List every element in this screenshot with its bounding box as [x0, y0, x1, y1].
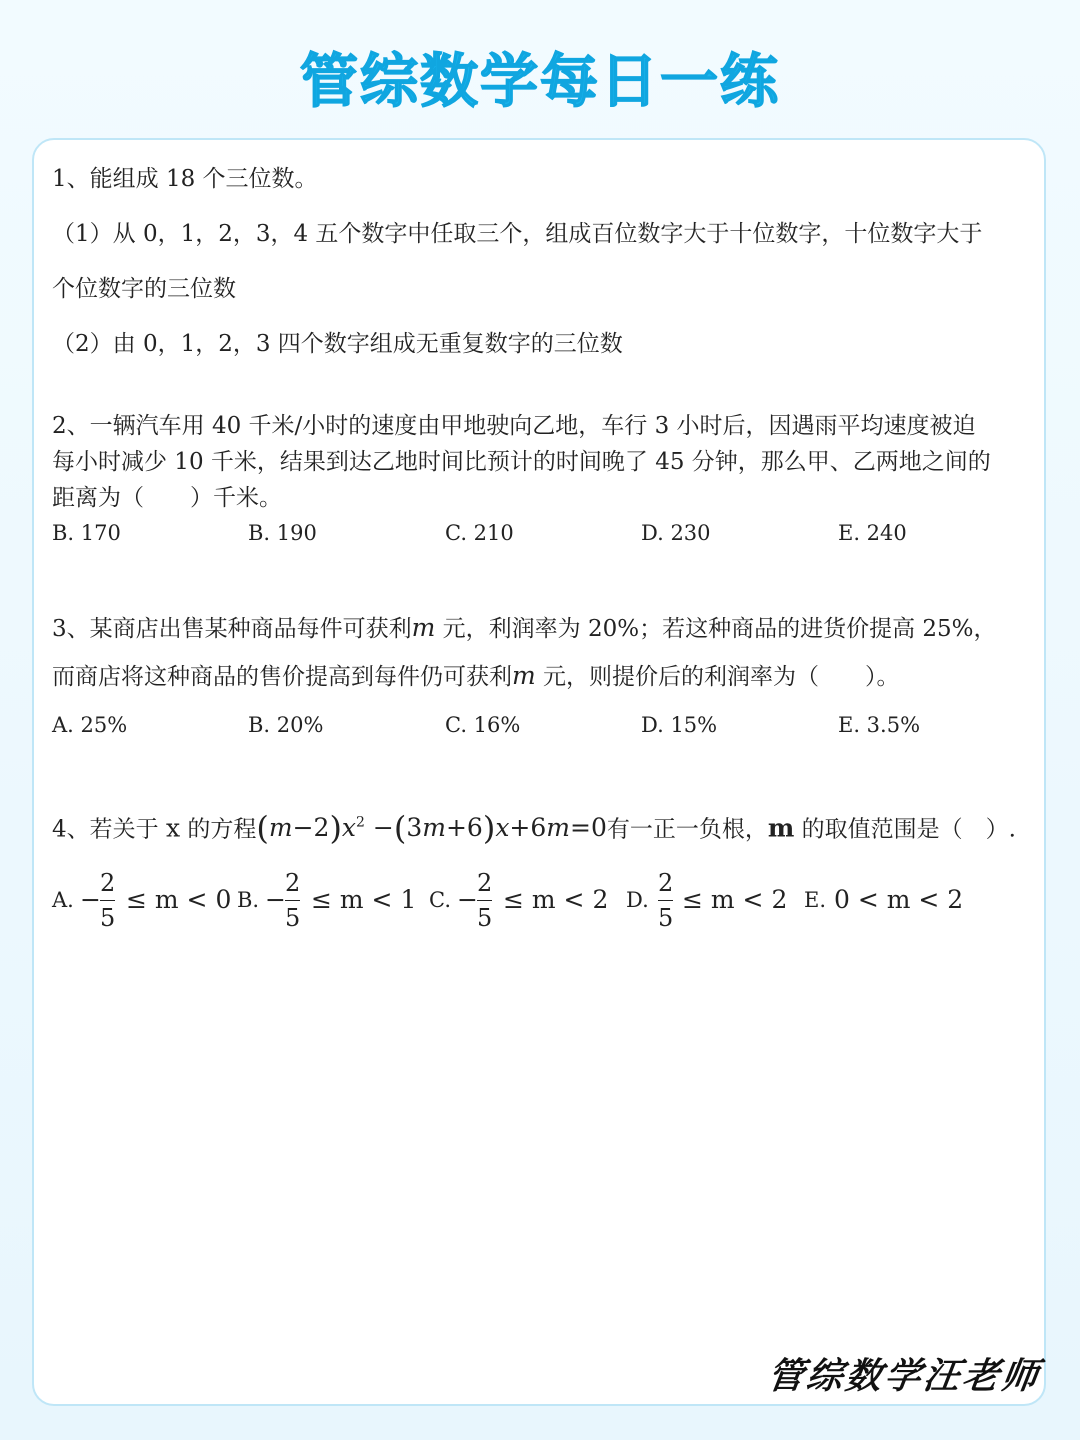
q4-mid: 的方程 — [187, 816, 257, 843]
q4-stem — [52, 808, 1016, 848]
q3-line1 — [52, 613, 997, 644]
q4-option-b-sign: − — [265, 885, 286, 914]
q3-line1-b: 元，利润率为 20%；若这种商品的进货价提高 25%， — [442, 616, 997, 642]
q4-option-d-den: 5 — [658, 904, 674, 932]
q4-var-m: m — [767, 813, 795, 843]
q4-option-a-label: A. — [52, 888, 74, 912]
q4-option-b-range: ≤ m < 1 — [311, 885, 417, 914]
q4-option-e-label: E. — [804, 888, 827, 912]
q4-option-a-num: 2 — [100, 869, 116, 897]
q3-option-2: B. 20% — [248, 713, 324, 737]
q1-stem: 1、能组成 18 个三位数。 — [52, 166, 318, 192]
q4-option-c-sign: − — [457, 885, 478, 914]
q3-option-3: C. 16% — [445, 713, 521, 737]
q4-option-c-den: 5 — [477, 904, 493, 932]
q3-line2-a: 而商店将这种商品的售价提高到每件仍可获利 — [52, 664, 512, 690]
q4-options — [52, 868, 1012, 938]
q4-option-a-sign: − — [80, 885, 101, 914]
q3-line1-a: 3、某商店出售某种商品每件可获利 — [52, 616, 412, 642]
q4-option-d-num: 2 — [658, 869, 674, 897]
q4-option-c-num: 2 — [477, 869, 493, 897]
q4-option-d-fraction — [658, 868, 673, 933]
fraction-bar — [100, 900, 115, 901]
q4-option-c-range: ≤ m < 2 — [503, 885, 609, 914]
q4-suffix-b: 的取值范围是（ ）. — [801, 816, 1016, 843]
q4-equation: $(m-2)x^2 -(3m+6)x+6m=0$ — [256, 809, 607, 848]
q3-option-4: D. 15% — [641, 713, 718, 737]
q2-line2: 每小时减少 10 千米，结果到达乙地时间比预计的时间晚了 45 分钟，那么甲、乙两地之间的 — [52, 449, 991, 475]
fraction-bar — [658, 900, 673, 901]
q1-sub1-line1: （1）从 0，1，2，3，4 五个数字中任取三个，组成百位数字大于十位数字，十位数字大于 — [52, 221, 983, 247]
q4-option-d-range: ≤ m < 2 — [682, 885, 788, 914]
q4-option-a-den: 5 — [100, 904, 116, 932]
q3-var-m-2: m — [512, 661, 536, 690]
q4-prefix: 4、若关于 — [52, 816, 159, 843]
q4-option-b-fraction — [285, 868, 300, 933]
q3-option-5: E. 3.5% — [838, 713, 921, 737]
q4-option-b-label: B. — [237, 888, 260, 912]
q4-option-c-label: C. — [429, 888, 451, 912]
q3-option-1: A. 25% — [52, 713, 128, 737]
q2-option-2: B. 190 — [248, 521, 317, 545]
q2-option-1: B. 170 — [52, 521, 121, 545]
author-signature: 管综数学汪老师 — [764, 1355, 1044, 1397]
q4-option-b-den: 5 — [285, 904, 301, 932]
fraction-bar — [477, 900, 492, 901]
q2-option-4: D. 230 — [641, 521, 711, 545]
q4-var-x: x — [165, 813, 181, 843]
q1-sub1-line2: 个位数字的三位数 — [52, 276, 236, 302]
q3-var-m: m — [411, 613, 436, 642]
q2-option-3: C. 210 — [445, 521, 514, 545]
q2-line1: 2、一辆汽车用 40 千米/小时的速度由甲地驶向乙地，车行 3 小时后，因遇雨平均速度被迫 — [52, 413, 976, 439]
q4-option-e-range: 0 < m < 2 — [834, 885, 964, 914]
q4-suffix-a: 有一正一负根， — [606, 816, 768, 843]
q2-option-5: E. 240 — [838, 521, 907, 545]
q3-line2-b: 元，则提价后的利润率为（ ）。 — [543, 664, 900, 690]
fraction-bar — [285, 900, 300, 901]
q2-line3: 距离为（ ）千米。 — [52, 485, 282, 511]
page-title: 管综数学每日一练 — [299, 47, 780, 115]
q4-option-d-label: D. — [626, 888, 649, 912]
q3-line2 — [52, 661, 900, 692]
q4-option-a-fraction — [100, 868, 115, 933]
q1-sub2: （2）由 0，1，2，3 四个数字组成无重复数字的三位数 — [52, 331, 623, 357]
q4-option-a-range: ≤ m < 0 — [126, 885, 232, 914]
q4-option-c-fraction — [477, 868, 492, 933]
q4-option-b-num: 2 — [285, 869, 301, 897]
